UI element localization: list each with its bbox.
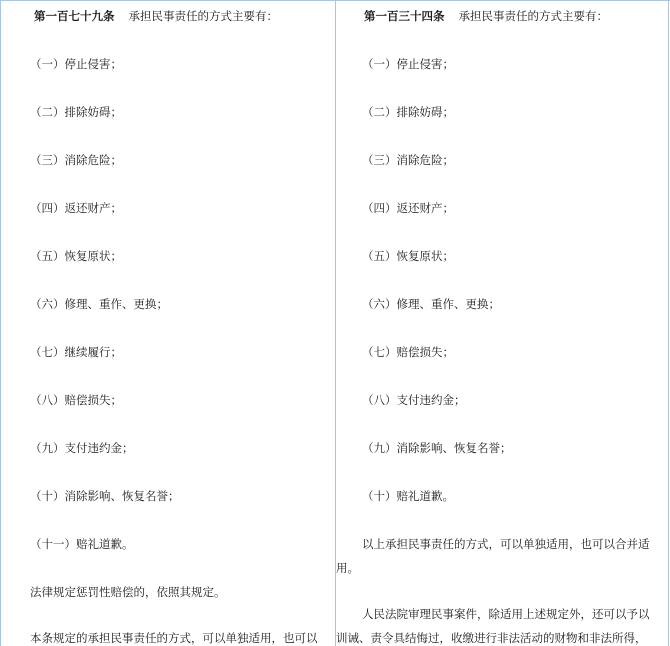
left-item: （三）消除危险；: [30, 153, 122, 167]
left-item: （十一）赔礼道歉。: [30, 537, 134, 551]
left-paragraph-punitive: 法律规定惩罚性赔偿的，依照其规定。: [30, 585, 226, 599]
left-paragraph-application: 本条规定的承担民事责任的方式，可以单独适用，也可以: [30, 631, 318, 645]
left-item: （一）停止侵害；: [30, 57, 122, 71]
right-paragraph-application-line2: 用。: [336, 561, 359, 575]
right-paragraph-application-line1: 以上承担民事责任的方式，可以单独适用，也可以合并适: [362, 537, 650, 551]
right-item: （八）支付违约金；: [362, 393, 466, 407]
right-item: （五）恢复原状；: [362, 249, 454, 263]
left-column: [1, 0, 335, 646]
left-item: （八）赔偿损失；: [30, 393, 122, 407]
right-item: （四）返还财产；: [362, 201, 454, 215]
right-item: （三）消除危险；: [362, 153, 454, 167]
right-item: （七）赔偿损失；: [362, 345, 454, 359]
right-paragraph-court-line1: 人民法院审理民事案件，除适用上述规定外，还可以予以: [362, 607, 650, 621]
right-article-heading: [364, 8, 608, 24]
right-item: （九）消除影响、恢复名誉；: [362, 441, 512, 455]
right-paragraph-court-line2: 训诫、责令具结悔过，收缴进行非法活动的财物和非法所得，: [336, 631, 647, 645]
right-column: [336, 0, 670, 646]
left-item: （九）支付违约金；: [30, 441, 134, 455]
right-article-number: 第一百三十四条: [364, 9, 445, 23]
right-article-text: 承担民事责任的方式主要有：: [458, 9, 608, 23]
left-item: （六）修理、重作、更换；: [30, 297, 168, 311]
left-item: （四）返还财产；: [30, 201, 122, 215]
right-item: （一）停止侵害；: [362, 57, 454, 71]
left-item: （五）恢复原状；: [30, 249, 122, 263]
left-article-text: 承担民事责任的方式主要有：: [128, 9, 278, 23]
right-item: （二）排除妨碍；: [362, 105, 454, 119]
left-article-heading: [34, 8, 278, 24]
right-item: （六）修理、重作、更换；: [362, 297, 500, 311]
left-article-number: 第一百七十九条: [34, 9, 115, 23]
left-item: （七）继续履行；: [30, 345, 122, 359]
left-item: （十）消除影响、恢复名誉；: [30, 489, 180, 503]
right-item: （十）赔礼道歉。: [362, 489, 454, 503]
left-item: （二）排除妨碍；: [30, 105, 122, 119]
